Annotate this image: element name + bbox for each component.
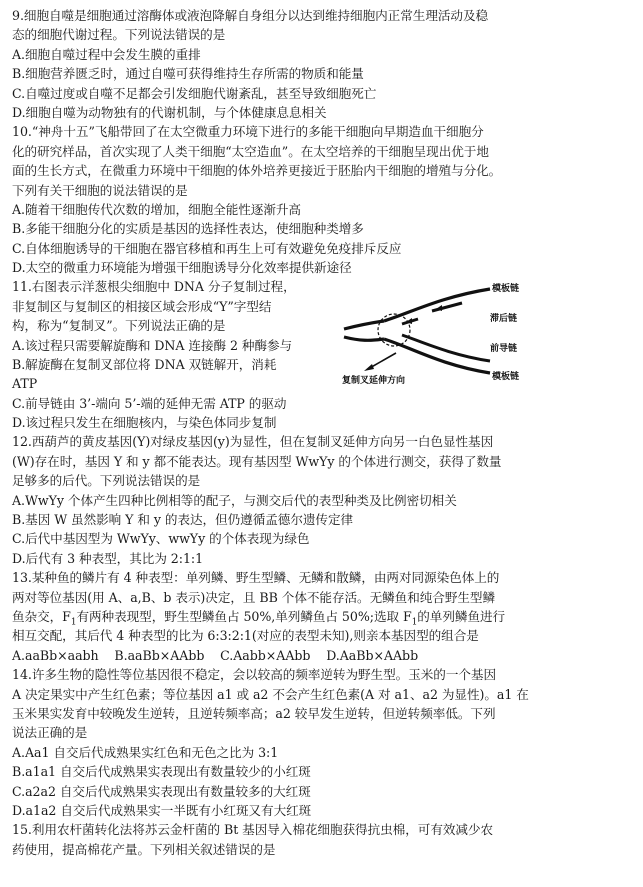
q12-option-b: B.基因 W 虽然影响 Y 和 y 的表达，但仍遵循孟德尔遗传定律 bbox=[12, 512, 354, 528]
q11-option-a: A.该过程只需要解旋酶和 DNA 连接酶 2 种酶参与 bbox=[12, 337, 293, 353]
q10-stem-line: 10.“神舟十五”飞船带回了在太空微重力环境下进行的多能干细胞向早期造血干细胞分 bbox=[12, 124, 484, 140]
question-14 bbox=[12, 665, 634, 820]
q14-option-b: B.a1a1 自交后代成熟果实表现出有数量较少的小红斑 bbox=[12, 764, 311, 780]
q9-stem-line: 9.细胞自噬是细胞通过溶酶体或液泡降解自身组分以达到维持细胞内正常生理活动及稳 bbox=[12, 8, 489, 23]
q12-option-d: D.后代有 3 种表型，其比为 2:1:1 bbox=[12, 550, 204, 566]
q12-stem-line: 足够多的后代。下列说法错误的是 bbox=[12, 473, 201, 489]
q10-option-a: A.随着干细胞传代次数的增加，细胞全能性逐渐升高 bbox=[12, 201, 301, 217]
q13-subscript: 1 bbox=[70, 617, 77, 628]
label-fork-direction: 复制叉延伸方向 bbox=[342, 376, 406, 387]
q10-stem-line: 面的生长方式，在微重力环境中干细胞的体外培养更接近于胚胎内干细胞的增殖与分化。 bbox=[12, 163, 502, 179]
q15-stem-line: 15.利用农杆菌转化法将苏云金杆菌的 Bt 基因导入棉花细胞获得抗虫棉，可有效减少农 bbox=[12, 822, 494, 838]
q9-stem-line: 态的细胞代谢过程。下列说法错误的是 bbox=[12, 27, 226, 43]
q10-stem-line: 下列有关干细胞的说法错误的是 bbox=[12, 182, 188, 198]
q10-option-b: B.多能干细胞分化的实质是基因的选择性表达，使细胞种类增多 bbox=[12, 221, 364, 237]
q11-stem-line: 非复制区与复制区的相接区域会形成“Y”字型结 bbox=[12, 298, 272, 314]
q9-option-a: A.细胞自噬过程中会发生膜的重排 bbox=[12, 46, 201, 62]
q11-stem-line: 11.右图表示洋葱根尖细胞中 DNA 分子复制过程， bbox=[12, 279, 296, 295]
q12-stem-line: (W)存在时，基因 Y 和 y 都不能表达。现有基因型 WwYy 的个体进行测交，获得了数量 bbox=[12, 453, 502, 469]
q13-text: 的单列鳞鱼进行 bbox=[417, 608, 506, 624]
question-9 bbox=[12, 6, 634, 122]
q13-stem-line: 相互交配，其后代 4 种表型的比为 6:3:2:1(对应的表型未知),则亲本基因型的组合是 bbox=[12, 628, 479, 644]
q13-stem-line bbox=[12, 607, 634, 626]
q13-text: 鱼杂交，F bbox=[12, 608, 71, 624]
q10-option-d: D.太空的微重力环境能为增强干细胞诱导分化效率提供新途径 bbox=[12, 260, 352, 276]
question-11 bbox=[12, 277, 634, 432]
q10-stem-line: 化的研究样品，首次实现了人类干细胞“太空造血”。在太空培养的干细胞呈现出优于地 bbox=[12, 143, 489, 159]
exam-page bbox=[12, 6, 634, 859]
q14-option-d: D.a1a2 自交后代成熟果实一半既有小红斑又有大红斑 bbox=[12, 802, 312, 818]
q13-subscript: 1 bbox=[411, 617, 418, 628]
q13-stem-line: 两对等位基因(用 A、a,B、b 表示)决定，且 BB 个体不能存活。无鳞鱼和纯合野生型鳞 bbox=[12, 589, 496, 605]
q11-option-b-cont: ATP bbox=[12, 376, 38, 392]
question-10 bbox=[12, 122, 634, 277]
q14-stem-line: 玉米果实发育中较晚发生逆转，且逆转频率高；a2 较早发生逆转，但逆转频率低。下列 bbox=[12, 705, 496, 721]
q11-stem-line: 构，称为“复制叉”。下列说法正确的是 bbox=[12, 318, 226, 334]
question-12 bbox=[12, 432, 634, 568]
q14-stem-line: 说法正确的是 bbox=[12, 725, 88, 741]
label-template-top: 模板链 bbox=[492, 284, 520, 295]
q9-option-c: C.自噬过度或自噬不足都会引发细胞代谢紊乱，甚至导致细胞死亡 bbox=[12, 85, 377, 101]
replication-fork-diagram bbox=[340, 275, 540, 387]
q11-option-d: D.该过程只发生在细胞核内，与染色体同步复制 bbox=[12, 415, 277, 431]
q12-stem-line: 12.西葫芦的黄皮基因(Y)对绿皮基因(y)为显性，但在复制叉延伸方向另一白色显性基因 bbox=[12, 434, 494, 450]
q12-option-a: A.WwYy 个体产生四种比例相等的配子，与测交后代的表型种类及比例密切相关 bbox=[12, 492, 457, 508]
label-lagging-strand: 滞后链 bbox=[490, 314, 518, 325]
q15-stem-line: 药使用，提高棉花产量。下列相关叙述错误的是 bbox=[12, 841, 276, 857]
q11-option-b: B.解旋酶在复制叉部位将 DNA 双链解开，消耗 bbox=[12, 357, 277, 373]
q12-option-c: C.后代中基因型为 WwYy、wwYy 的个体表现为绿色 bbox=[12, 531, 310, 547]
q13-stem-line: 13.某种鱼的鳞片有 4 种表型：单列鳞、野生型鳞、无鳞和散鳞，由两对同源染色体上的 bbox=[12, 570, 500, 586]
q14-option-c: C.a2a2 自交后代成熟果实表现出有数量较多的大红斑 bbox=[12, 783, 311, 799]
q13-text: 有两种表现型，野生型鳞鱼占 50%,单列鳞鱼占 50%;选取 F bbox=[76, 608, 412, 624]
label-leading-strand: 前导链 bbox=[490, 344, 518, 355]
q14-option-a: A.Aa1 自交后代成熟果实红色和无色之比为 3:1 bbox=[12, 744, 279, 760]
q9-option-b: B.细胞营养匮乏时，通过自噬可获得维持生存所需的物质和能量 bbox=[12, 66, 364, 82]
q10-option-c: C.自体细胞诱导的干细胞在器官移植和再生上可有效避免免疫排斥反应 bbox=[12, 240, 402, 256]
question-13 bbox=[12, 568, 634, 665]
q14-stem-line: 14.许多生物的隐性等位基因很不稳定，会以较高的频率逆转为野生型。玉米的一个基因 bbox=[12, 667, 496, 683]
q13-options: A.aaBb×aabh B.aaBb×AAbb C.Aabb×AAbb D.AaBb×AAbb bbox=[12, 647, 419, 663]
q14-stem-line: A 决定果实中产生红色素；等位基因 a1 或 a2 不会产生红色素(A 对 a1、a2 为显性)。a1 在 bbox=[12, 686, 529, 702]
q9-option-d: D.细胞自噬为动物独有的代谢机制，与个体健康息息相关 bbox=[12, 104, 327, 120]
q11-option-c: C.前导链由 3’-端向 5’-端的延伸无需 ATP 的驱动 bbox=[12, 395, 287, 411]
question-15 bbox=[12, 820, 634, 859]
label-template-bottom: 模板链 bbox=[492, 372, 520, 383]
